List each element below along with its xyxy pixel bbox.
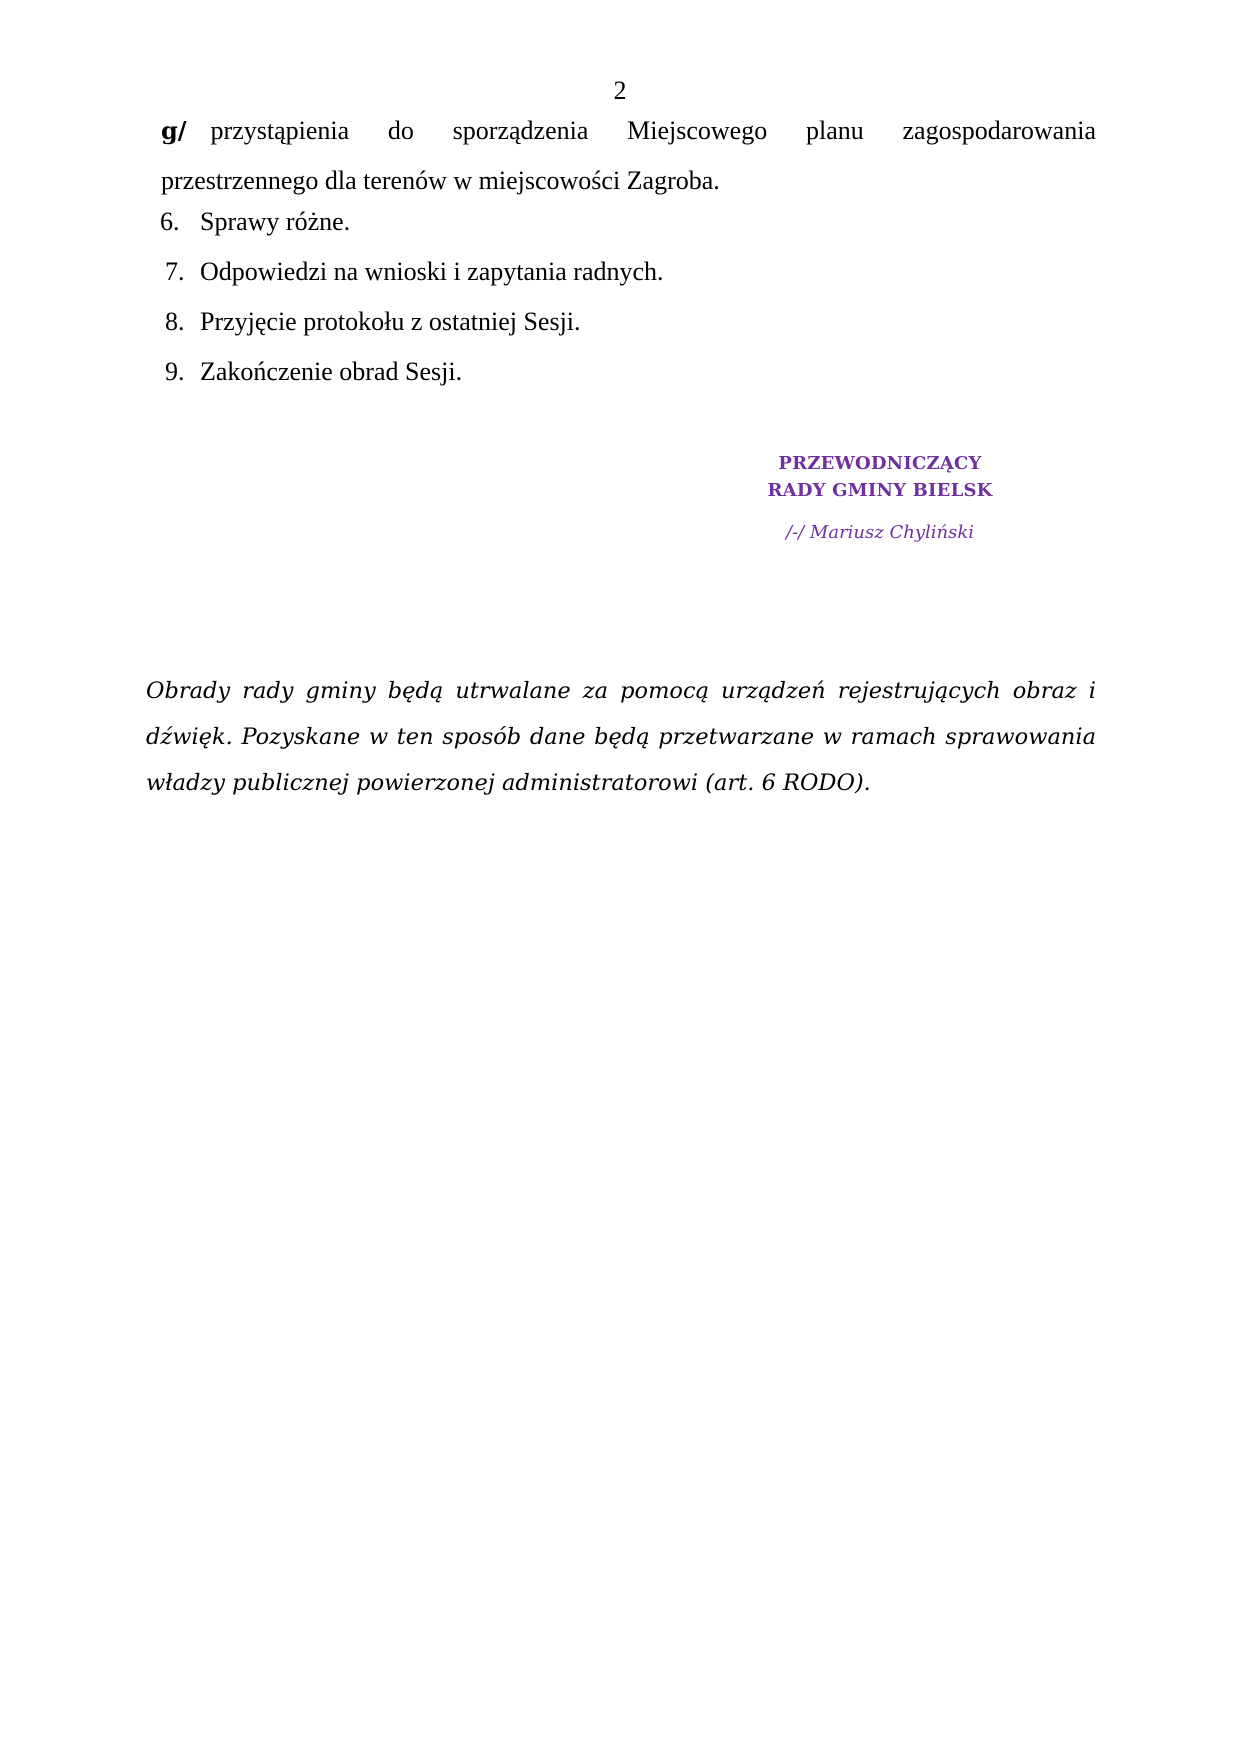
agenda-item-text: Odpowiedzi na wnioski i zapytania radnych. [200, 257, 664, 286]
agenda-item-6 [160, 207, 350, 237]
agenda-item-7 [165, 257, 664, 287]
page-number: 2 [613, 76, 627, 105]
agenda-item-text: Zakończenie obrad Sesji. [200, 357, 463, 386]
agenda-item-9 [165, 357, 462, 387]
signature-title-line1: PRZEWODNICZĄCY [778, 453, 982, 474]
agenda-item-number: 6. [160, 207, 180, 236]
signature-title-line2: RADY GMINY BIELSK [767, 480, 993, 501]
agenda-item-8 [165, 307, 581, 337]
agenda-item-g [161, 106, 1096, 206]
agenda-item-number: 9. [165, 357, 185, 386]
agenda-item-g-text: przystąpienia do sporządzenia Miejscowego planu zagospodarowania przestrzennego dla terenów w miejscowości Zagroba. [161, 116, 1096, 195]
agenda-item-text: Przyjęcie protokołu z ostatniej Sesji. [200, 307, 581, 336]
agenda-item-g-letter: g/ [161, 116, 187, 145]
signature-name: /-/ Mariusz Chyliński [785, 522, 975, 543]
agenda-item-number: 8. [165, 307, 185, 336]
agenda-item-number: 7. [165, 257, 185, 286]
signature-block [690, 450, 1070, 546]
rodo-notice: Obrady rady gminy będą utrwalane za pomocą urządzeń rejestrujących obraz i dźwięk. Pozyskane w ten sposób dane będą przetwarzane w ramach sprawowania władzy publicznej powierzonej administratorowi (art. 6 RODO). [146, 678, 1096, 796]
agenda-item-text: Sprawy różne. [200, 207, 351, 236]
